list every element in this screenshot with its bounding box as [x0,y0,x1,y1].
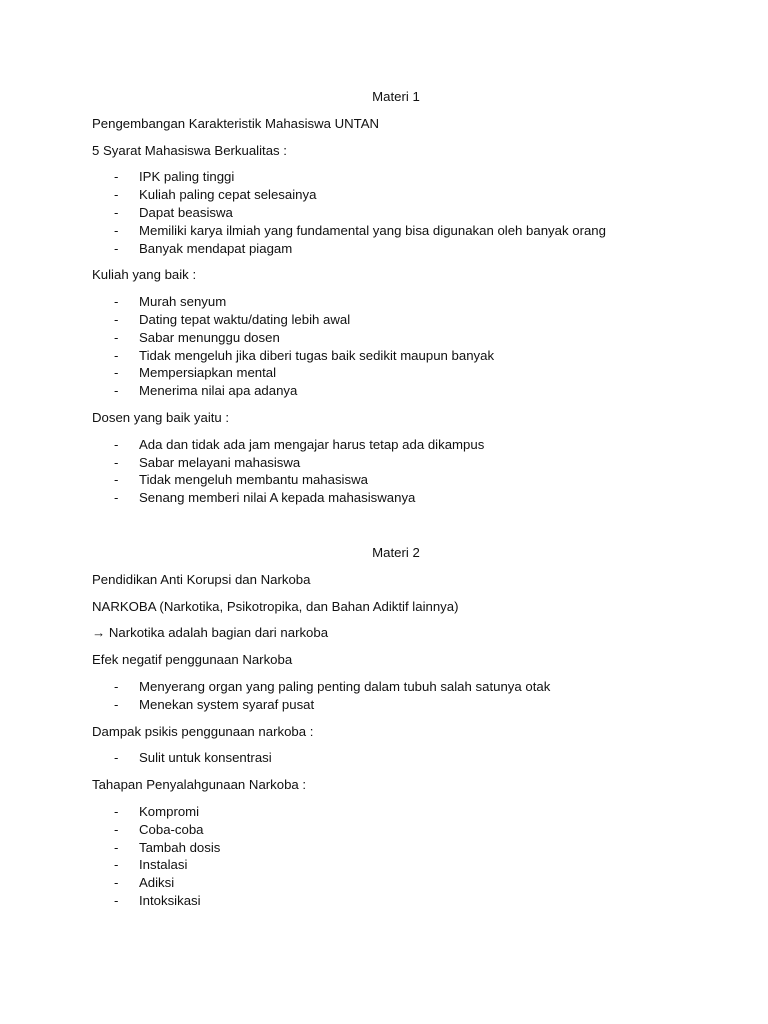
dash-marker: - [114,222,119,238]
list-item [92,168,692,186]
section-spacer [92,516,692,544]
bullet-list [92,678,692,714]
dash-marker: - [114,803,119,819]
list-item [92,821,692,839]
list-item-text: Adiksi [139,875,175,891]
bullet-list [92,168,692,257]
list-item-text: Senang memberi nilai A kepada mahasiswanya [139,490,416,506]
list-item-text: Tambah dosis [139,839,221,855]
bullet-list [92,749,692,767]
dash-marker: - [114,347,119,363]
bullet-list [92,293,692,400]
list-item-text: Ada dan tidak ada jam mengajar harus tetap ada dikampus [139,436,485,452]
list-item-text: Tidak mengeluh jika diberi tugas baik sedikit maupun banyak [139,347,495,363]
list-item-text: IPK paling tinggi [139,169,235,185]
materi-1-subtitle: Pengembangan Karakteristik Mahasiswa UNTAN [92,115,380,131]
list-item [92,347,692,365]
list-item-text: Dapat beasiswa [139,204,233,220]
list-item-text: Coba-coba [139,821,204,837]
list-item [92,204,692,222]
dash-marker: - [114,187,119,203]
materi-1-title: Materi 1 [372,89,420,104]
list-item-text: Sulit untuk konsentrasi [139,750,272,766]
section-heading: Tahapan Penyalahgunaan Narkoba : [92,777,307,793]
list-item-text: Intoksikasi [139,892,201,908]
dash-marker: - [114,329,119,345]
dash-marker: - [114,240,119,256]
dash-marker: - [114,472,119,488]
list-item [92,240,692,258]
list-item [92,436,692,454]
list-item [92,186,692,204]
dash-marker: - [114,839,119,855]
dash-marker: - [114,383,119,399]
list-item-text: Instalasi [139,857,188,873]
dash-marker: - [114,857,119,873]
dash-marker: - [114,436,119,452]
list-item-text: Dating tepat waktu/dating lebih awal [139,311,351,327]
materi-2-title: Materi 2 [372,544,420,560]
dash-marker: - [114,365,119,381]
list-item [92,874,692,892]
section-heading: Dosen yang baik yaitu : [92,409,230,425]
list-item-text: Mempersiapkan mental [139,365,277,381]
dash-marker: - [114,750,119,766]
arrow-note: → Narkotika adalah bagian dari narkoba [92,625,329,641]
section-heading: Dampak psikis penggunaan narkoba : [92,723,314,739]
list-item [92,364,692,382]
dash-marker: - [114,875,119,891]
dash-marker: - [114,169,119,185]
list-item [92,839,692,857]
list-item [92,329,692,347]
dash-marker: - [114,696,119,712]
materi-2-subtitle: Pendidikan Anti Korupsi dan Narkoba [92,571,311,587]
dash-marker: - [114,204,119,220]
list-item [92,382,692,400]
dash-marker: - [114,892,119,908]
list-item [92,471,692,489]
list-item-text: Sabar melayani mahasiswa [139,454,301,470]
dash-marker: - [114,454,119,470]
section-heading: Kuliah yang baik : [92,267,197,283]
list-item-text: Murah senyum [139,294,227,310]
list-item-text: Menyerang organ yang paling penting dalam tubuh salah satunya otak [139,678,551,694]
list-item [92,454,692,472]
list-item [92,222,692,240]
dash-marker: - [114,311,119,327]
list-item-text: Banyak mendapat piagam [139,240,293,256]
bullet-list [92,803,692,910]
list-item-text: Memiliki karya ilmiah yang fundamental yang bisa digunakan oleh banyak orang [139,222,606,238]
list-item [92,678,692,696]
list-item-text: Kuliah paling cepat selesainya [139,187,317,203]
bullet-list [92,436,692,507]
list-item-text: Sabar menunggu dosen [139,329,280,345]
section-heading: Efek negatif penggunaan Narkoba [92,652,293,668]
list-item [92,749,692,767]
list-item [92,892,692,910]
dash-marker: - [114,294,119,310]
list-item [92,293,692,311]
dash-marker: - [114,678,119,694]
list-item-text: Tidak mengeluh membantu mahasiswa [139,472,368,488]
narkoba-definition: NARKOBA (Narkotika, Psikotropika, dan Bahan Adiktif lainnya) [92,598,459,614]
list-item [92,489,692,507]
list-item [92,311,692,329]
dash-marker: - [114,821,119,837]
dash-marker: - [114,490,119,506]
list-item [92,803,692,821]
list-item [92,696,692,714]
list-item-text: Menerima nilai apa adanya [139,383,298,399]
document-body [92,88,692,919]
list-item [92,856,692,874]
list-item-text: Kompromi [139,803,200,819]
list-item-text: Menekan system syaraf pusat [139,696,315,712]
section-heading: 5 Syarat Mahasiswa Berkualitas : [92,142,287,158]
